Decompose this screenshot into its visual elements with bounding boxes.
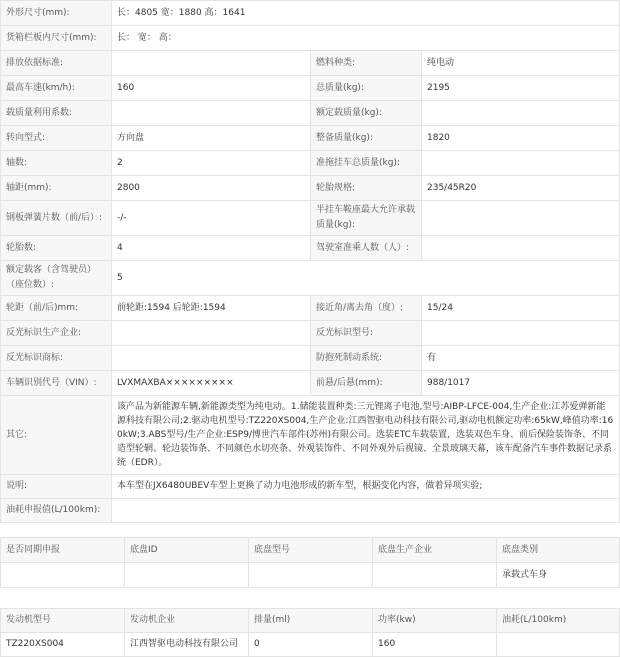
chassis-table [0,537,620,588]
reflector-maker-label: 反光标识生产企业: [1,321,112,346]
approach-departure-value: 15/24 [422,296,620,321]
fuel-type-label: 燃料种类: [311,51,422,76]
reflector-model-label: 反光标识型号: [311,321,422,346]
leaf-spring-value: -/- [112,201,311,236]
engine-cell-power: 160 [373,633,497,657]
rated-load-value [422,101,620,126]
engine-cell-model: TZ220XS004 [1,633,125,657]
reflector-brand-value [112,346,311,371]
chassis-cell-category: 承载式车身 [497,563,620,588]
cargo-dimensions-value: 长： 宽： 高： [112,26,620,51]
abs-label: 防抱死制动系统: [311,346,422,371]
axle-count-value: 2 [112,151,311,176]
chassis-header-category: 底盘类别 [497,538,620,563]
axle-count-label: 轴数: [1,151,112,176]
engine-header-model: 发动机型号 [1,609,125,633]
reflector-model-value [422,321,620,346]
wheelbase-label: 轴距(mm): [1,176,112,201]
note-value: 本车型在JX6480UBEV车型上更换了动力电池形成的新车型，根据变化内容，做着异项实验; [112,475,620,499]
fuel-consumption-label: 油耗申报值(L/100km): [1,499,112,523]
abs-value: 有 [422,346,620,371]
other-info-label: 其它: [1,396,112,475]
trailer-mass-value [422,151,620,176]
load-utilization-label: 载质量利用系数: [1,101,112,126]
cab-occupants-value [422,236,620,261]
track-width-label: 轮距（前/后)mm: [1,296,112,321]
steering-type-label: 转向型式: [1,126,112,151]
passenger-capacity-label: 额定载客（含驾驶员）（座位数）: [1,261,112,296]
load-utilization-value [112,101,311,126]
wheelbase-value: 2800 [112,176,311,201]
rated-load-label: 额定载质量(kg): [311,101,422,126]
overhang-value: 988/1017 [422,371,620,396]
approach-departure-label: 接近角/离去角（度）: [311,296,422,321]
vin-value: LVXMAXBA××××××××× [112,371,311,396]
cargo-dimensions-label: 货箱栏板内尺寸(mm): [1,26,112,51]
reflector-brand-label: 反光标识商标: [1,346,112,371]
max-speed-label: 最高车速(km/h): [1,76,112,101]
engine-cell-maker: 江西智驱电动科技有限公司 [125,633,249,657]
engine-cell-fuel-consumption [497,633,620,657]
emission-standard-label: 排放依据标准: [1,51,112,76]
fuel-consumption-value [112,499,620,523]
other-info-value: 该产品为新能源车辆,新能源类型为纯电动。1.储能装置种类:三元锂离子电池,型号:AIBP-LFCE-004,生产企业:江苏爱弹新能源科技有限公司;2.驱动电机型号:TZ220XS004,生产企业:江西智驱电动科技有限公司,驱动电机额定功率:65kW,峰值功率:160kW;3.ABS型号/生产企业:ESP9/博世汽车部件(苏州)有限公司。选装ETC车载装置，选装双色车身、前后保险装饰条、不同造型轮辋、轮边装饰条、不同颜色水切亮条、外观装饰件、不同外观外后视镜、全景玻璃天幕，该车配备汽车事件数据记录系统（EDR）。 [112,396,620,475]
tire-spec-value: 235/45R20 [422,176,620,201]
note-label: 说明: [1,475,112,499]
cab-occupants-label: 驾驶室准乘人数（人）: [311,236,422,261]
chassis-header-concurrent: 是否同期申报 [1,538,125,563]
leaf-spring-label: 钢板弹簧片数（前/后）: [1,201,112,236]
reflector-maker-value [112,321,311,346]
chassis-cell-maker [373,563,497,588]
overhang-label: 前悬/后悬(mm): [311,371,422,396]
engine-header-fuel-consumption: 油耗(L/100km) [497,609,620,633]
tire-count-value: 4 [112,236,311,261]
dimensions-value: 长：4805 宽：1880 高：1641 [112,1,620,26]
engine-cell-displacement: 0 [249,633,373,657]
engine-header-displacement: 排量(ml) [249,609,373,633]
max-speed-value: 160 [112,76,311,101]
curb-mass-value: 1820 [422,126,620,151]
curb-mass-label: 整备质量(kg): [311,126,422,151]
chassis-header-model: 底盘型号 [249,538,373,563]
steering-type-value: 方向盘 [112,126,311,151]
chassis-header-id: 底盘ID [125,538,249,563]
passenger-capacity-value: 5 [112,261,620,296]
vin-label: 车辆识别代号（VIN）: [1,371,112,396]
tire-spec-label: 轮胎规格: [311,176,422,201]
engine-header-maker: 发动机企业 [125,609,249,633]
total-mass-label: 总质量(kg): [311,76,422,101]
emission-standard-value [112,51,311,76]
tire-count-label: 轮胎数: [1,236,112,261]
engine-table [0,608,620,657]
chassis-header-maker: 底盘生产企业 [373,538,497,563]
fuel-type-value: 纯电动 [422,51,620,76]
trailer-mass-label: 准拖挂车总质量(kg): [311,151,422,176]
engine-header-power: 功率(kw) [373,609,497,633]
saddle-load-value [422,201,620,236]
total-mass-value: 2195 [422,76,620,101]
track-width-value: 前轮距:1594 后轮距:1594 [112,296,311,321]
chassis-cell-id [125,563,249,588]
dimensions-label: 外形尺寸(mm): [1,1,112,26]
chassis-cell-model [249,563,373,588]
chassis-cell-concurrent [1,563,125,588]
saddle-load-label: 半挂车鞍座最大允许承载质量(kg): [311,201,422,236]
